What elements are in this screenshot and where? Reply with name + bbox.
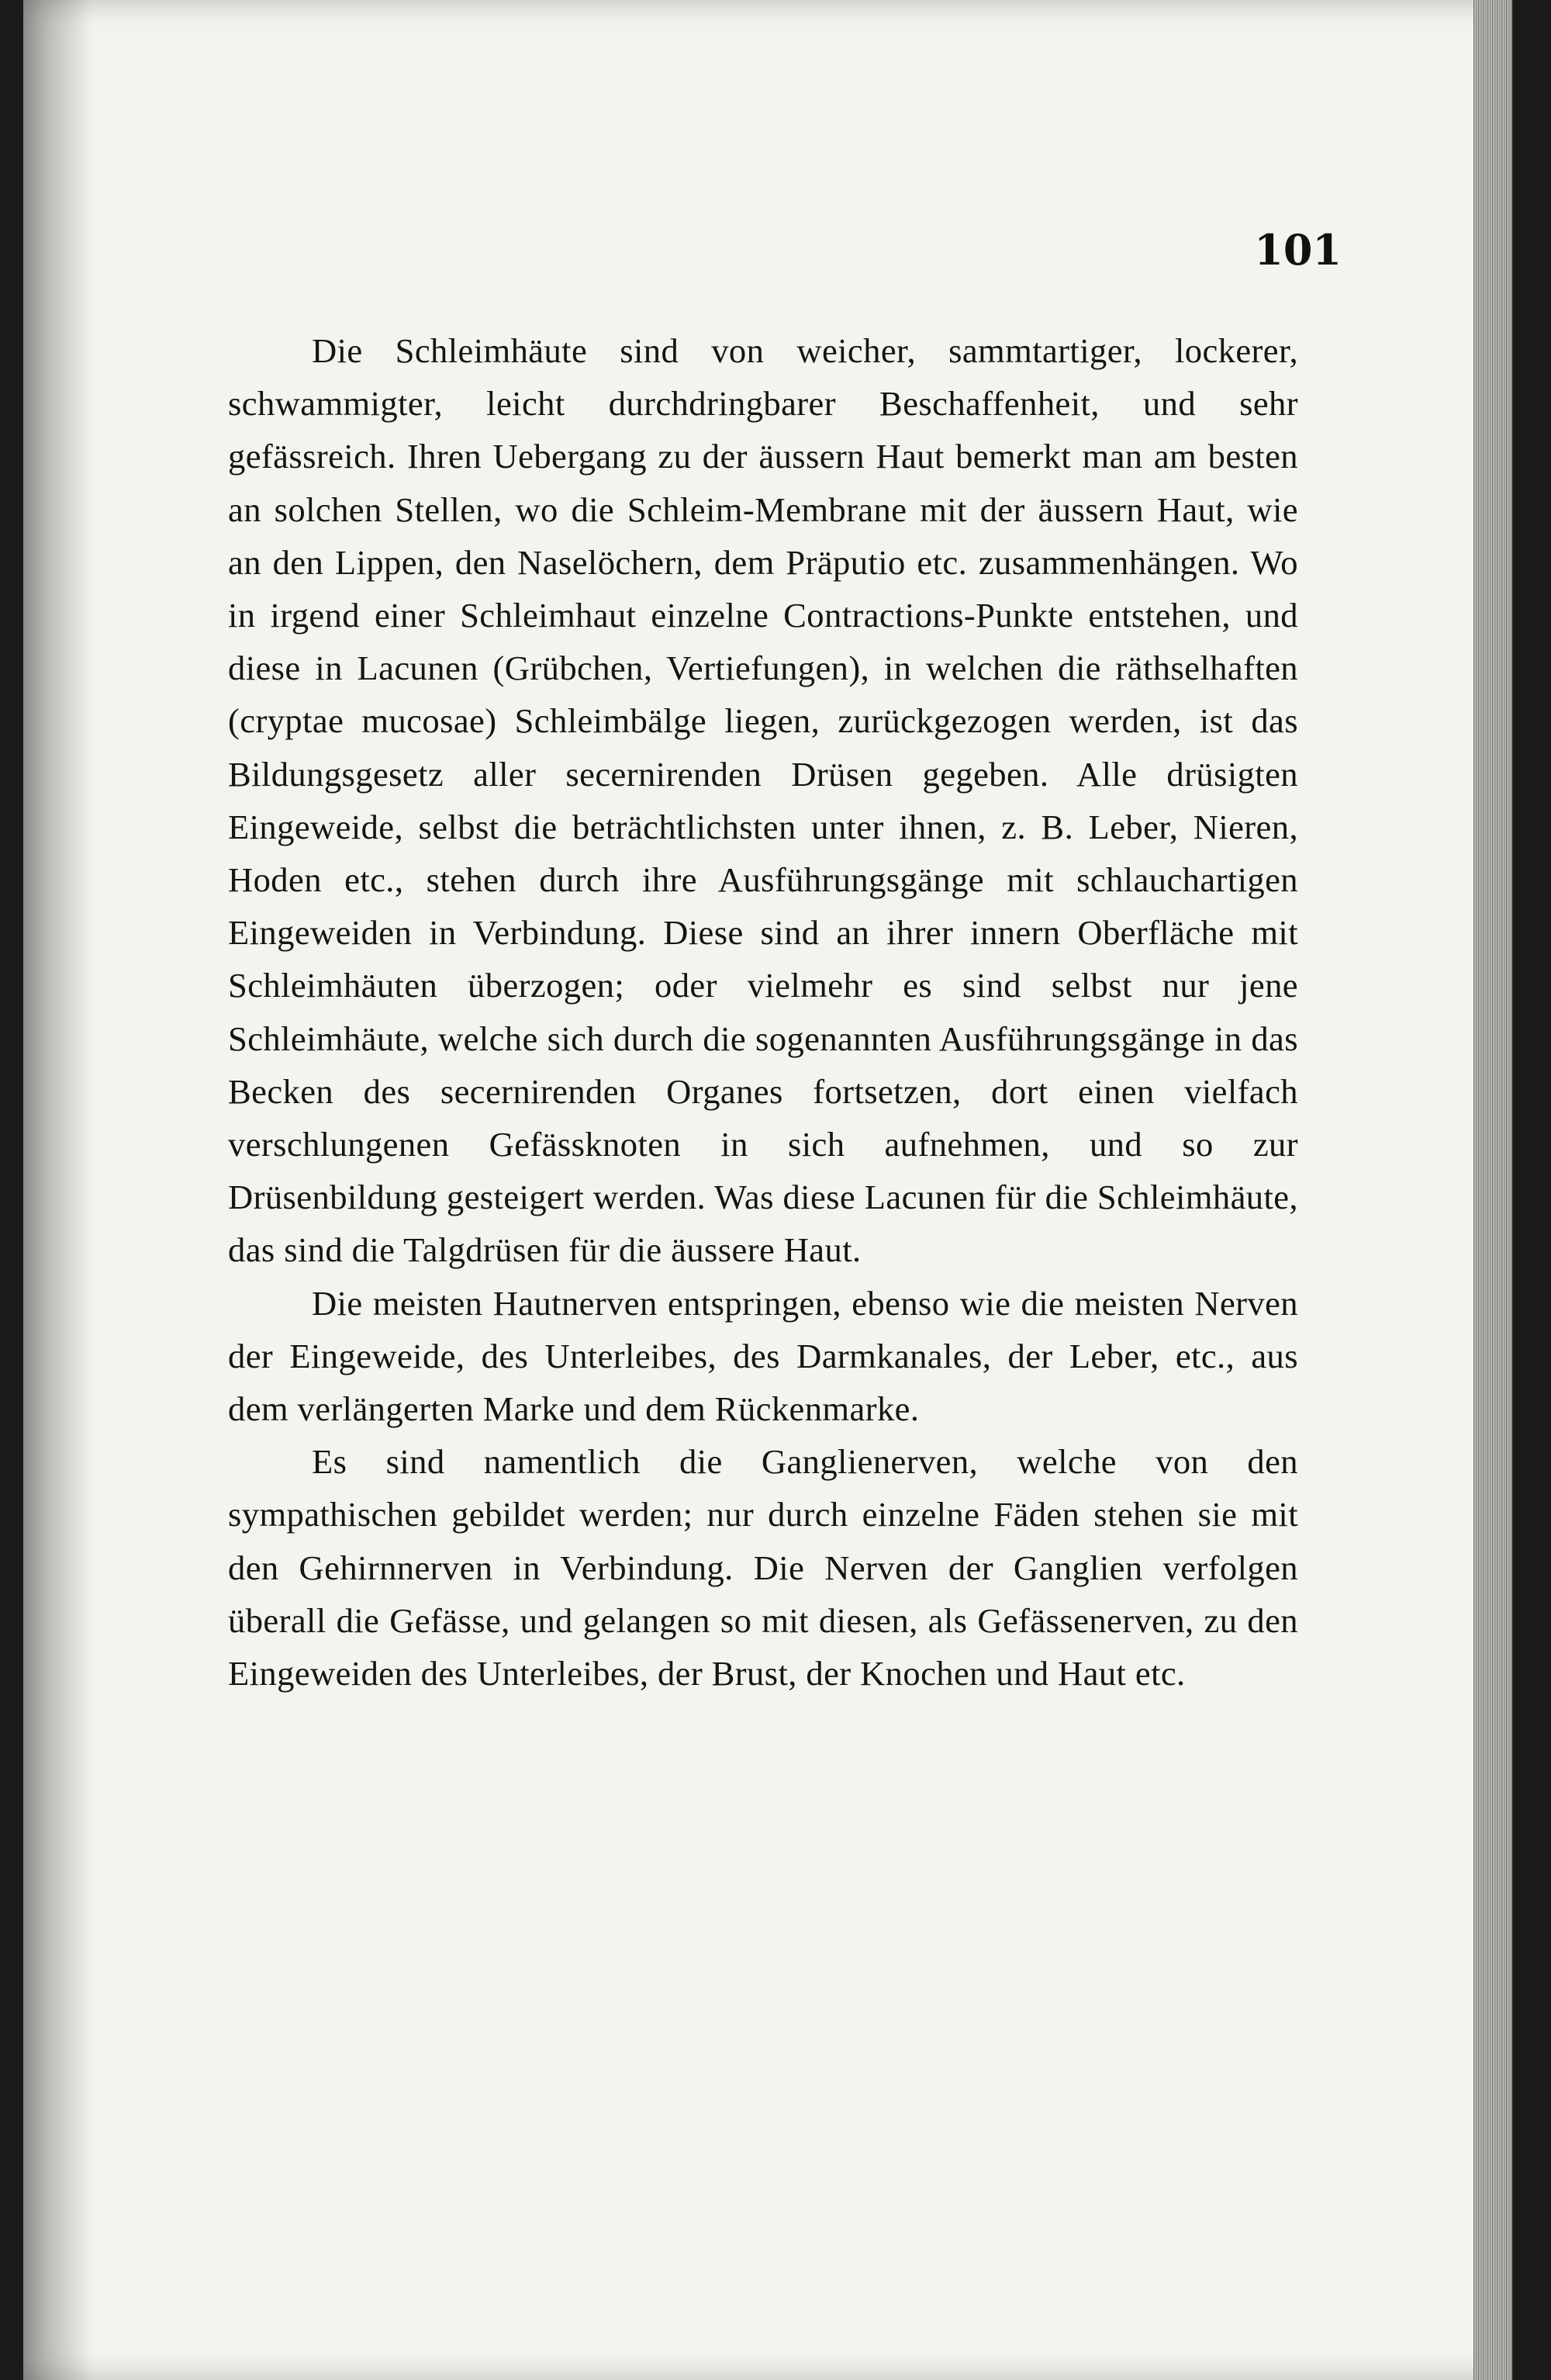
page-edge-stack: [1473, 0, 1512, 2380]
body-text: [228, 324, 1298, 1700]
paragraph-mucous-membranes: Die Schleimhäute sind von weicher, sammtartiger, lockerer, schwammigter, leicht durchdringbarer Beschaffenheit, und sehr gefässreich. Ihren Uebergang zu der äussern Haut bemerkt man am besten an solchen Stellen, wo die Schleim-Membrane mit der äussern Haut, wie an den Lippen, den Naselöchern, dem Präputio etc. zusammenhängen. Wo in irgend einer Schleimhaut einzelne Contractions-Punkte entstehen, und diese in Lacunen (Grübchen, Vertiefungen), in welchen die räthselhaften (cryptae mucosae) Schleimbälge liegen, zurückgezogen werden, ist das Bildungsgesetz aller secernirenden Drüsen gegeben. Alle drüsigten Eingeweide, selbst die beträchtlichsten unter ihnen, z. B. Leber, Nieren, Hoden etc., stehen durch ihre Ausführungsgänge mit schlauchartigen Eingeweiden in Verbindung. Diese sind an ihrer innern Oberfläche mit Schleimhäuten überzogen; oder vielmehr es sind selbst nur jene Schleimhäute, welche sich durch die sogenannten Ausführungsgänge in das Becken des secernirenden Organes fortsetzen, dort einen vielfach verschlungenen Gefässknoten in sich aufnehmen, und so zur Drüsenbildung gesteigert werden. Was diese Lacunen für die Schleimhäute, das sind die Talgdrüsen für die äussere Haut.: [228, 331, 1298, 1270]
book-page: [23, 0, 1512, 2380]
paragraph-ganglion-nerves: Es sind namentlich die Ganglienerven, welche von den sympathischen gebildet werden; nur durch einzelne Fäden stehen sie mit den Gehirnnerven in Verbindung. Die Nerven der Ganglien verfolgen überall die Gefässe, und gelangen so mit diesen, als Gefässenerven, zu den Eingeweiden des Unterleibes, der Brust, der Knochen und Haut etc.: [228, 1442, 1298, 1693]
paragraph-skin-nerves: Die meisten Hautnerven entspringen, ebenso wie die meisten Nerven der Eingeweide, des Unterleibes, des Darmkanales, der Leber, etc., aus dem verlängerten Marke und dem Rückenmarke.: [228, 1283, 1298, 1429]
page-number: 101: [1254, 225, 1342, 275]
binding-shadow: [23, 0, 93, 2380]
